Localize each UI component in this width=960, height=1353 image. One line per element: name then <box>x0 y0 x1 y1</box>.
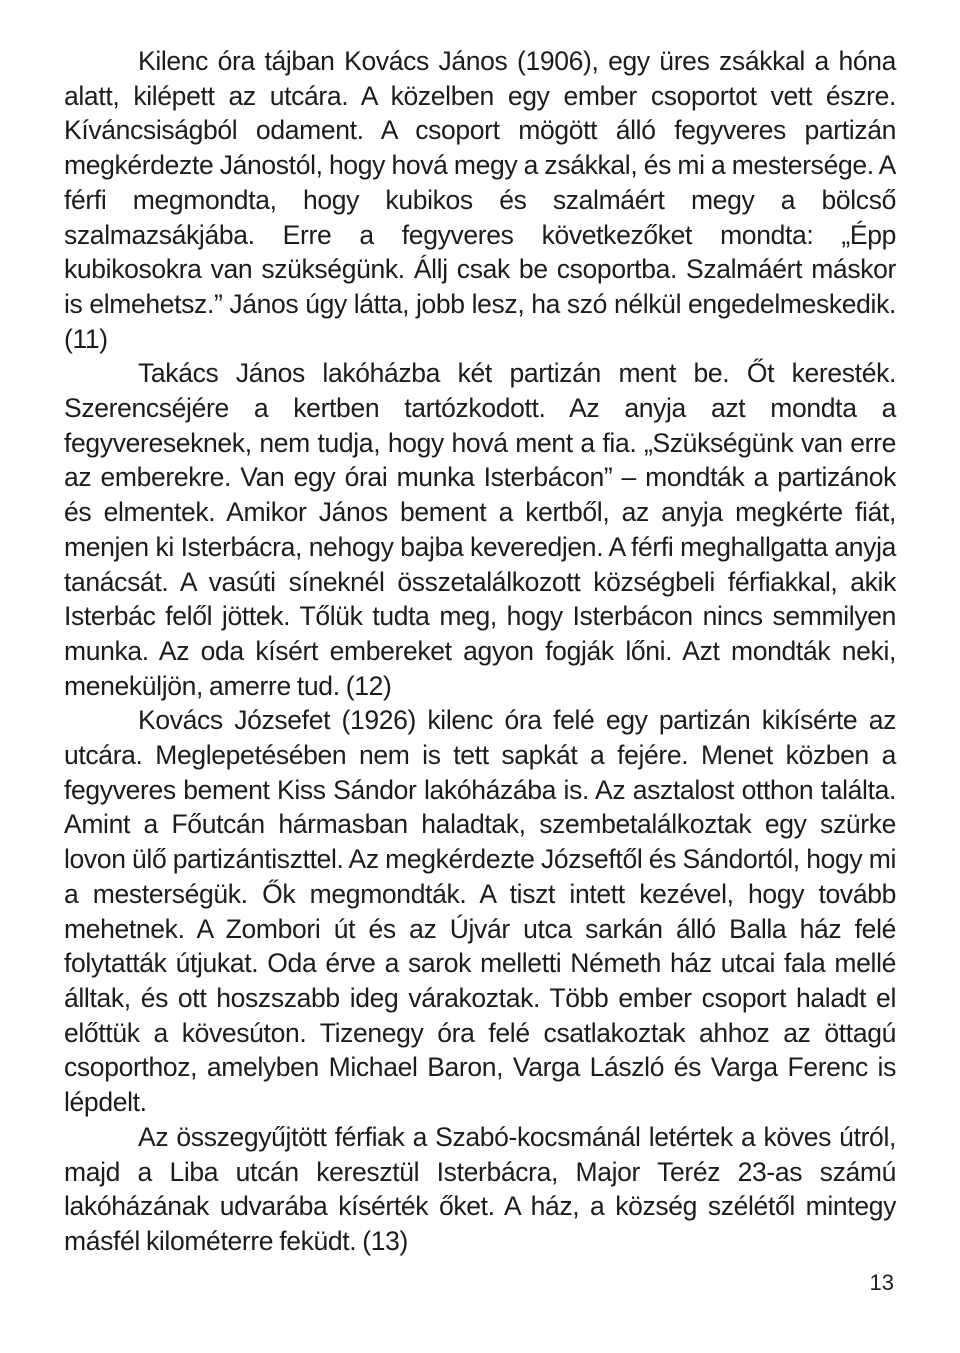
paragraph-2: Takács János lakóházba két partizán ment be. Őt keresték. Szerencséjére a kertben tartózkodott. Az anyja azt mondta a fegyvereseknek, nem tudja, hogy hová ment a fia. „Szükségünk van erre az emberekre. Van egy órai munka Isterbácon” – mondták a partizánok és elmentek. Amikor János bement a kertből, az anyja megkérte fiát, menjen ki Isterbácra, nehogy bajba keveredjen. A férfi meghallgatta anyja tanácsát. A vasúti síneknél összetalálkozott községbeli férfiakkal, akik Isterbác felől jöttek. Tőlük tudta meg, hogy Isterbácon nincs semmilyen munka. Az oda kísért embereket agyon fogják lőni. Azt mondták neki, meneküljön, amerre tud. (12) <box>64 358 896 701</box>
paragraph-3: Kovács Józsefet (1926) kilenc óra felé egy partizán kikísérte az utcára. Meglepetésében nem is tett sapkát a fejére. Menet közben a fegyveres bement Kiss Sándor lakóházába is. Az asztalost otthon találta. Amint a Főutcán hármasban haladtak, szembetalálkoztak egy szürke lovon ülő partizántiszttel. Az megkérdezte Józseftől és Sándortól, hogy mi a mesterségük. Ők megmondták. A tiszt intett kezével, hogy tovább mehetnek. A Zombori út és az Újvár utca sarkán álló Balla ház felé folytatták útjukat. Oda érve a sarok melletti Németh ház utcai fala mellé álltak, és ott hoszszabb ideg várakoztak. Több ember csoport haladt el előttük a kövesúton. Tizenegy óra felé csatlakoztak ahhoz az öttagú csoporthoz, amelyben Michael Baron, Varga László és Varga Ferenc is lépdelt. <box>64 705 896 1118</box>
paragraph-4: Az összegyűjtött férfiak a Szabó-kocsmánál letértek a köves útról, majd a Liba utcán keresztül Isterbácra, Major Teréz 23-as számú lakóházának udvarába kísérték őket. A ház, a község szélétől mintegy másfél kilométerre feküdt. (13) <box>64 1121 896 1256</box>
paragraph-1: Kilenc óra tájban Kovács János (1906), egy üres zsákkal a hóna alatt, kilépett az utcára. A közelben egy ember csoportot vett észre. Kíváncsiságból odament. A csoport mögött álló fegyveres partizán megkérdezte Jánostól, hogy hová megy a zsákkal, és mi a mestersége. A férfi megmondta, hogy kubikos és szalmáért megy a bölcső szalmazsákjába. Erre a fegyveres következőket mondta: „Épp kubikosokra van szükségünk. Állj csak be csoportba. Szalmáért máskor is elmehetsz.” János úgy látta, jobb lesz, ha szó nélkül engedelmeskedik. (11) <box>64 46 896 354</box>
page-number: 13 <box>869 1270 894 1295</box>
body-text <box>64 44 896 1259</box>
